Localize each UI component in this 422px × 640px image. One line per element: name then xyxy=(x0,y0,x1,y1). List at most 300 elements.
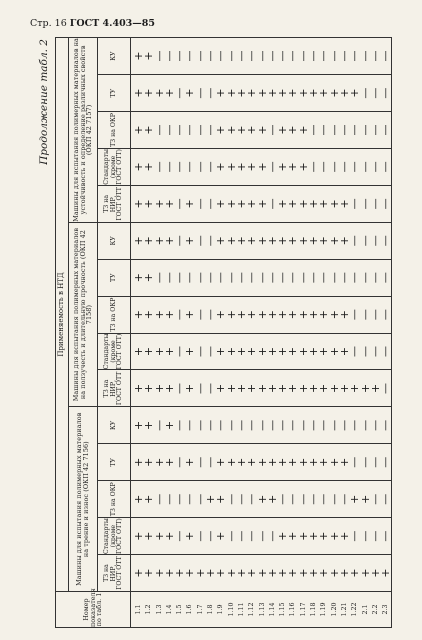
data-cell: + xyxy=(132,273,145,283)
data-cell: + xyxy=(307,88,321,98)
data-cell: + xyxy=(296,162,310,172)
data-cell: — xyxy=(245,493,259,505)
data-cell: — xyxy=(265,530,279,542)
data-cell: + xyxy=(245,125,259,135)
data-cell: + xyxy=(142,494,156,504)
column-header: ТЗ на НИР, ГОСТ ОТТ xyxy=(98,555,131,592)
data-cell: + xyxy=(162,346,176,357)
data-cell: — xyxy=(183,124,197,136)
data-cell: + xyxy=(327,531,341,541)
data-cell: + xyxy=(234,309,248,320)
data-cell: — xyxy=(368,124,382,136)
data-cell: — xyxy=(379,198,393,210)
data-cell: + xyxy=(162,309,176,320)
data-cell: — xyxy=(193,419,207,431)
data-cell: + xyxy=(204,494,218,504)
data-cell: — xyxy=(348,235,362,247)
data-cell: — xyxy=(296,419,310,431)
data-cell: — xyxy=(173,419,187,431)
data-cell: + xyxy=(276,236,290,246)
data-cell: + xyxy=(152,88,166,98)
data-cell: + xyxy=(234,199,248,209)
data-cell: — xyxy=(358,530,372,542)
row-number: 2.1 xyxy=(361,604,369,615)
data-cell: — xyxy=(337,161,351,173)
data-cell: + xyxy=(183,199,197,209)
row-number: 1.5 xyxy=(176,604,184,615)
data-cell: — xyxy=(368,235,382,247)
data-cell: — xyxy=(245,419,259,431)
data-cell: — xyxy=(358,50,372,62)
data-cell: — xyxy=(348,161,362,173)
data-column xyxy=(131,444,392,481)
data-cell: — xyxy=(358,346,372,358)
row-number: 1.13 xyxy=(258,602,266,617)
data-cell: — xyxy=(255,50,269,62)
column-header: ТУ xyxy=(98,444,131,481)
data-cell: — xyxy=(183,419,197,431)
data-cell: + xyxy=(224,309,238,320)
data-cell: + xyxy=(224,346,238,357)
data-cell: + xyxy=(162,383,176,394)
data-cell: + xyxy=(142,420,156,430)
data-cell: — xyxy=(173,161,187,173)
data-cell: + xyxy=(173,568,187,578)
data-cell: — xyxy=(358,87,372,99)
data-cell: — xyxy=(224,50,238,62)
row-number: 1.15 xyxy=(279,602,287,617)
data-cell: + xyxy=(255,236,269,246)
data-cell: — xyxy=(379,419,393,431)
data-cell: + xyxy=(276,88,290,98)
data-cell: — xyxy=(152,272,166,284)
data-cell: — xyxy=(296,50,310,62)
row-number: 1.8 xyxy=(207,604,215,615)
data-cell: + xyxy=(296,88,310,98)
data-cell: — xyxy=(193,124,207,136)
column-header: КУ xyxy=(98,407,131,444)
data-cell: — xyxy=(265,124,279,136)
data-cell: — xyxy=(204,198,218,210)
data-cell: + xyxy=(183,383,197,394)
data-cell: + xyxy=(245,199,259,209)
data-cell: — xyxy=(265,161,279,173)
data-cell: + xyxy=(296,383,310,394)
data-cell: + xyxy=(358,383,372,394)
data-cell: + xyxy=(132,531,145,541)
data-cell: — xyxy=(183,493,197,505)
data-cell: + xyxy=(142,88,156,98)
data-cell: — xyxy=(358,198,372,210)
data-cell: + xyxy=(214,236,228,246)
data-cell: + xyxy=(132,568,145,578)
row-number: 1.11 xyxy=(237,602,245,617)
data-cell: — xyxy=(379,235,393,247)
data-cell: — xyxy=(173,124,187,136)
data-cell: + xyxy=(317,346,331,357)
data-cell: + xyxy=(348,88,362,98)
data-cell: + xyxy=(214,457,228,467)
column-header: ТЗ на НИР, ГОСТ ОТТ xyxy=(98,185,131,222)
data-cell: — xyxy=(276,50,290,62)
data-cell: + xyxy=(265,309,279,320)
data-cell: — xyxy=(368,456,382,468)
data-cell: — xyxy=(348,309,362,321)
data-cell: + xyxy=(183,309,197,320)
data-cell: + xyxy=(307,531,321,541)
data-cell: + xyxy=(234,125,248,135)
data-cell: — xyxy=(173,382,187,394)
data-cell: + xyxy=(296,309,310,320)
data-cell: — xyxy=(265,50,279,62)
data-cell: — xyxy=(193,198,207,210)
data-cell: + xyxy=(162,236,176,246)
row-number-list xyxy=(131,592,392,628)
data-cell: — xyxy=(358,309,372,321)
data-cell: + xyxy=(265,346,279,357)
data-cell: — xyxy=(358,456,372,468)
data-cell: + xyxy=(255,568,269,578)
data-cell: — xyxy=(193,346,207,358)
data-cell: + xyxy=(132,346,145,357)
data-cell: + xyxy=(327,236,341,246)
data-cell: — xyxy=(173,493,187,505)
column-header: ТУ xyxy=(98,259,131,296)
data-cell: — xyxy=(204,272,218,284)
data-cell: — xyxy=(173,198,187,210)
column-header: ТЗ на НИР, ГОСТ ОТТ xyxy=(98,370,131,407)
data-cell: + xyxy=(162,199,176,209)
data-cell: — xyxy=(204,419,218,431)
data-cell: + xyxy=(234,457,248,467)
row-number: 1.2 xyxy=(145,604,153,615)
data-cell: + xyxy=(276,125,290,135)
data-cell: + xyxy=(245,309,259,320)
data-cell: + xyxy=(224,199,238,209)
data-cell: + xyxy=(234,88,248,98)
data-cell: — xyxy=(173,456,187,468)
data-cell: + xyxy=(348,568,362,578)
data-cell: — xyxy=(317,50,331,62)
data-column xyxy=(131,222,392,259)
data-cell: — xyxy=(368,87,382,99)
data-cell: + xyxy=(245,236,259,246)
data-cell: — xyxy=(193,235,207,247)
group-header: Машины для испытания полимерных материалов на трение и износ (ОКП 42 7156) xyxy=(69,407,98,592)
data-cell: + xyxy=(327,568,341,578)
data-cell: — xyxy=(193,50,207,62)
data-cell: — xyxy=(214,419,228,431)
data-cell: + xyxy=(142,457,156,467)
data-cell: + xyxy=(245,88,259,98)
data-cell: + xyxy=(142,162,156,172)
data-cell: + xyxy=(142,383,156,394)
data-column xyxy=(131,518,392,555)
data-cell: + xyxy=(255,457,269,467)
data-cell: + xyxy=(327,457,341,467)
data-cell: + xyxy=(286,236,300,246)
data-cell: — xyxy=(379,87,393,99)
row-number: 2.3 xyxy=(382,604,390,615)
data-cell: + xyxy=(142,309,156,320)
data-cell: + xyxy=(214,494,228,504)
data-cell: — xyxy=(173,272,187,284)
data-cell: — xyxy=(204,346,218,358)
data-column xyxy=(131,75,392,112)
data-cell: — xyxy=(317,419,331,431)
data-cell: + xyxy=(307,346,321,357)
data-cell: + xyxy=(296,346,310,357)
row-number: 1.22 xyxy=(351,602,359,617)
data-cell: — xyxy=(152,419,166,431)
data-cell: — xyxy=(245,272,259,284)
data-cell: — xyxy=(224,493,238,505)
data-cell: — xyxy=(162,124,176,136)
data-column xyxy=(131,296,392,333)
data-cell: + xyxy=(152,568,166,578)
data-cell: + xyxy=(255,309,269,320)
data-cell: — xyxy=(348,198,362,210)
data-cell: — xyxy=(379,50,393,62)
data-cell: + xyxy=(255,383,269,394)
data-column xyxy=(131,333,392,370)
standard-code: ГОСТ 4.403—85 xyxy=(69,18,156,29)
row-number: 1.10 xyxy=(227,602,235,617)
data-cell: — xyxy=(162,272,176,284)
data-cell: — xyxy=(173,235,187,247)
data-cell: + xyxy=(358,568,372,578)
data-cell: + xyxy=(327,88,341,98)
rotated-page xyxy=(35,37,410,628)
column-header: ТЗ на ОКР xyxy=(98,481,131,518)
data-cell: + xyxy=(358,494,372,504)
data-cell: + xyxy=(255,162,269,172)
data-cell: + xyxy=(234,162,248,172)
data-cell: + xyxy=(276,568,290,578)
data-cell: — xyxy=(348,50,362,62)
data-cell: — xyxy=(204,50,218,62)
data-cell: + xyxy=(152,531,166,541)
data-cell: — xyxy=(296,493,310,505)
column-header: КУ xyxy=(98,222,131,259)
data-cell: — xyxy=(255,272,269,284)
data-cell: — xyxy=(276,419,290,431)
data-cell: — xyxy=(152,161,166,173)
data-cell: — xyxy=(327,124,341,136)
data-cell: — xyxy=(348,124,362,136)
data-cell: + xyxy=(337,383,351,394)
data-cell: + xyxy=(234,568,248,578)
data-cell: + xyxy=(286,568,300,578)
data-cell: + xyxy=(317,531,331,541)
data-cell: — xyxy=(234,493,248,505)
data-cell: + xyxy=(162,568,176,578)
data-cell: + xyxy=(348,383,362,394)
data-cell: + xyxy=(276,162,290,172)
data-cell: — xyxy=(245,530,259,542)
data-cell: — xyxy=(234,419,248,431)
data-cell: + xyxy=(152,383,166,394)
data-cell: + xyxy=(307,383,321,394)
data-cell: — xyxy=(234,530,248,542)
top-header: Применяемость в НТД xyxy=(56,38,69,592)
data-cell: — xyxy=(358,272,372,284)
data-cell: + xyxy=(296,125,310,135)
data-cell: — xyxy=(348,419,362,431)
data-cell: + xyxy=(152,457,166,467)
data-cell: + xyxy=(224,383,238,394)
data-cell: + xyxy=(204,568,218,578)
data-cell: — xyxy=(317,493,331,505)
data-cell: — xyxy=(234,272,248,284)
data-cell: + xyxy=(255,88,269,98)
data-cell: + xyxy=(286,199,300,209)
data-cell: + xyxy=(255,125,269,135)
data-cell: + xyxy=(162,531,176,541)
data-cell: + xyxy=(245,383,259,394)
data-cell: + xyxy=(245,162,259,172)
data-cell: + xyxy=(214,125,228,135)
data-cell: + xyxy=(317,309,331,320)
data-cell: — xyxy=(183,161,197,173)
data-cell: + xyxy=(296,531,310,541)
data-cell: — xyxy=(307,493,321,505)
data-column xyxy=(131,148,392,185)
data-cell: — xyxy=(317,272,331,284)
data-cell: + xyxy=(317,457,331,467)
data-cell: + xyxy=(245,568,259,578)
data-cell: — xyxy=(286,419,300,431)
data-cell: — xyxy=(337,493,351,505)
data-cell: + xyxy=(214,162,228,172)
data-cell: — xyxy=(204,161,218,173)
data-cell: + xyxy=(296,236,310,246)
data-cell: — xyxy=(224,419,238,431)
data-cell: — xyxy=(317,161,331,173)
data-cell: — xyxy=(368,272,382,284)
data-cell: — xyxy=(368,50,382,62)
data-cell: + xyxy=(307,568,321,578)
data-cell: + xyxy=(224,162,238,172)
row-number: 1.1 xyxy=(135,604,142,615)
row-number: 1.14 xyxy=(268,602,276,617)
data-cell: + xyxy=(307,236,321,246)
data-cell: — xyxy=(173,346,187,358)
data-cell: + xyxy=(162,88,176,98)
data-cell: — xyxy=(265,198,279,210)
data-cell: + xyxy=(337,568,351,578)
data-column xyxy=(131,481,392,518)
data-cell: + xyxy=(317,236,331,246)
data-cell: — xyxy=(337,50,351,62)
data-cell: + xyxy=(276,199,290,209)
data-cell: + xyxy=(348,494,362,504)
data-cell: — xyxy=(152,50,166,62)
data-cell: + xyxy=(317,88,331,98)
data-cell: — xyxy=(204,382,218,394)
data-cell: + xyxy=(162,420,176,430)
data-cell: — xyxy=(379,493,393,505)
data-cell: — xyxy=(348,272,362,284)
data-cell: — xyxy=(307,272,321,284)
data-column xyxy=(131,259,392,296)
data-cell: + xyxy=(142,236,156,246)
data-cell: — xyxy=(307,419,321,431)
row-number: 2.2 xyxy=(371,604,379,615)
data-cell: + xyxy=(132,88,145,98)
data-cell: + xyxy=(142,568,156,578)
data-cell: + xyxy=(234,236,248,246)
data-cell: + xyxy=(317,383,331,394)
data-cell: + xyxy=(265,568,279,578)
data-cell: — xyxy=(265,272,279,284)
data-cell: — xyxy=(337,124,351,136)
row-number: 1.20 xyxy=(330,602,338,617)
data-cell: + xyxy=(224,457,238,467)
column-header: Стандарты (кроме ГОСТ ОТТ) xyxy=(98,148,131,185)
data-cell: + xyxy=(132,420,145,430)
data-cell: — xyxy=(286,493,300,505)
data-cell: + xyxy=(286,383,300,394)
data-cell: + xyxy=(337,199,351,209)
data-cell: + xyxy=(214,383,228,394)
data-cell: + xyxy=(286,309,300,320)
data-cell: — xyxy=(307,124,321,136)
row-number: 1.6 xyxy=(186,604,194,615)
data-cell: — xyxy=(234,50,248,62)
data-cell: + xyxy=(307,309,321,320)
data-cell: — xyxy=(204,309,218,321)
data-cell: + xyxy=(214,346,228,357)
column-header: Стандарты (кроме ГОСТ ОТТ) xyxy=(98,518,131,555)
data-cell: + xyxy=(183,346,197,357)
data-cell: + xyxy=(132,457,145,467)
data-cell: + xyxy=(265,236,279,246)
data-cell: — xyxy=(379,124,393,136)
data-cell: — xyxy=(193,309,207,321)
data-cell: + xyxy=(286,125,300,135)
data-cell: — xyxy=(337,272,351,284)
data-cell: — xyxy=(255,530,269,542)
data-cell: + xyxy=(245,457,259,467)
data-cell: — xyxy=(173,309,187,321)
rotated-content xyxy=(35,37,410,628)
data-cell: — xyxy=(379,272,393,284)
page-header xyxy=(30,18,155,29)
data-cell: + xyxy=(255,346,269,357)
data-cell: — xyxy=(368,198,382,210)
data-cell: — xyxy=(193,456,207,468)
data-cell: — xyxy=(224,272,238,284)
data-cell: — xyxy=(183,50,197,62)
data-cell: + xyxy=(183,457,197,467)
row-number: 1.17 xyxy=(299,602,307,617)
data-cell: — xyxy=(193,161,207,173)
applicability-table xyxy=(55,37,392,628)
data-cell: — xyxy=(193,272,207,284)
data-cell: + xyxy=(132,125,145,135)
row-number: 1.12 xyxy=(248,602,256,617)
data-cell: + xyxy=(142,51,156,61)
data-cell: + xyxy=(152,199,166,209)
data-cell: — xyxy=(162,493,176,505)
data-cell: + xyxy=(286,88,300,98)
data-cell: + xyxy=(276,531,290,541)
data-cell: + xyxy=(132,236,145,246)
data-cell: — xyxy=(358,419,372,431)
data-cell: — xyxy=(162,50,176,62)
row-number: 1.4 xyxy=(165,604,173,615)
